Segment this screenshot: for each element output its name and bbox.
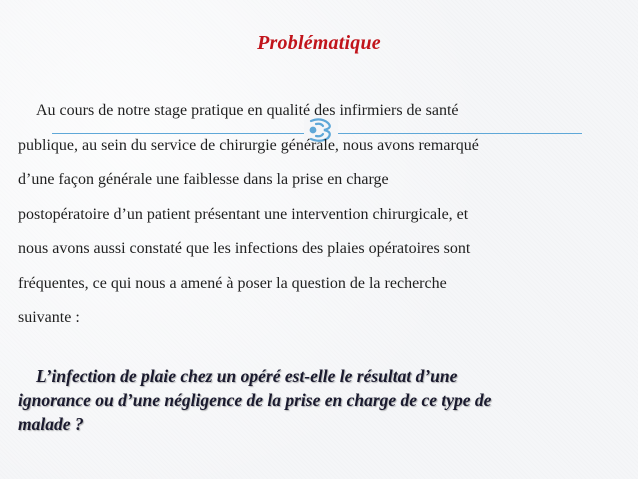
question-line: L’infection de plaie chez un opéré est-elle le résultat d’une [36,366,458,386]
paragraph-line: postopératoire d’un patient présentant une intervention chirurgicale, et [18,205,469,223]
paragraph-line: suivante : [18,309,80,326]
paragraph-line: Au cours de notre stage pratique en qualité des infirmiers de santé [36,102,459,119]
research-question [18,364,630,436]
paragraph-line: d’une façon générale une faiblesse dans la prise en charge [18,171,389,188]
problem-paragraph [18,94,636,336]
paragraph-line: publique, au sein du service de chirurgie générale, nous avons remarqué [18,136,479,154]
question-line: malade ? [18,414,84,434]
question-line: ignorance ou d’une négligence de la prise en charge de ce type de [18,390,492,410]
paragraph-line: nous avons aussi constaté que les infections des plaies opératoires sont [18,240,471,257]
paragraph-line: fréquentes, ce qui nous a amené à poser la question de la recherche [18,274,447,292]
slide-title: Problématique [257,32,381,54]
